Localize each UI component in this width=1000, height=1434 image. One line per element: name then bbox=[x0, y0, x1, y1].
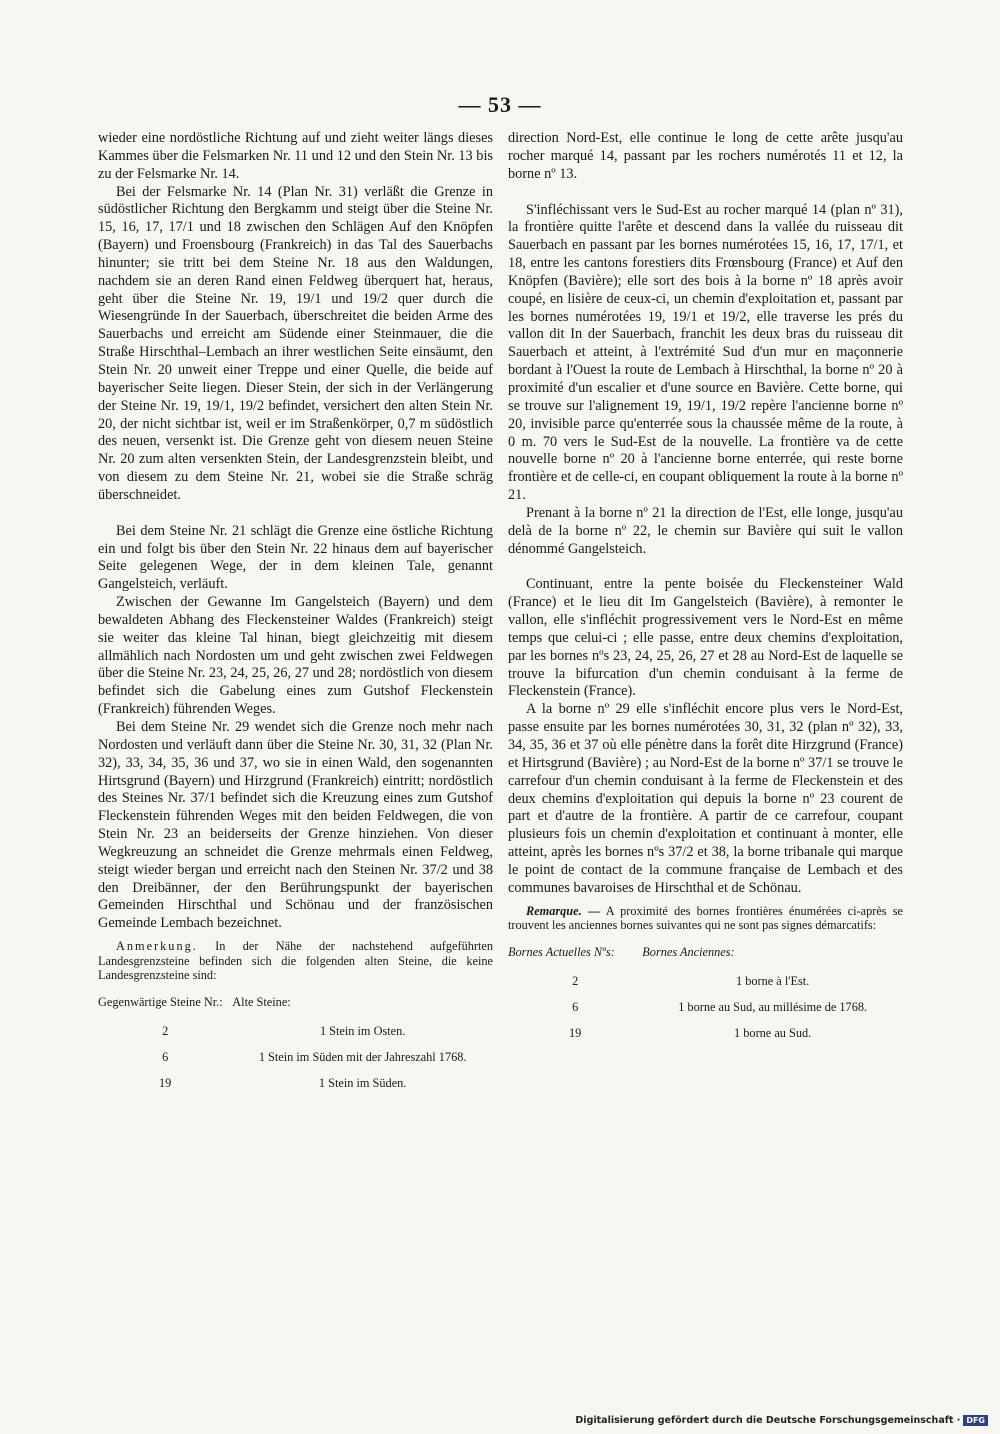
french-stone-table bbox=[508, 945, 903, 1049]
french-remark bbox=[508, 904, 903, 933]
german-note-text: In der Nähe der nachstehend aufgeführten Landesgrenzsteine befinden sich die folgenden alten Steine, die keine Landesgrenzsteine sind: bbox=[98, 939, 494, 983]
french-column bbox=[508, 130, 903, 1049]
table-cell: 1 Stein im Süden mit der Jahreszahl 1768. bbox=[258, 1049, 467, 1064]
table-header: Bornes Anciennes: bbox=[642, 944, 735, 959]
french-remark-label: Remarque. — bbox=[526, 903, 601, 918]
table-row bbox=[508, 971, 903, 997]
table-cell: 1 borne au Sud, au millésime de 1768. bbox=[678, 999, 868, 1014]
table-cell: 1 Stein im Süden. bbox=[318, 1075, 407, 1090]
french-paragraph: direction Nord-Est, elle continue le long de cette arête jusqu'au rocher marqué 14, passant par les rochers numérotés 11 et 12, la borne nº 13. bbox=[508, 130, 903, 182]
table-cell: 6 bbox=[162, 1049, 169, 1064]
french-paragraph: S'infléchissant vers le Sud-Est au rocher marqué 14 (plan nº 31), la frontière quitte l'arête et descend dans la vallée du ruisseau dit Sauerbach en passant par les bornes numérotées 15, 16, 17, 17/1, et 18, entre les cantons forestiers dits Frœnsbourg (France) et Auf den Knöpfen (Bavière); elle sort des bois à la borne nº 18 après avoir coupé, en lisière de ceux-ci, un chemin d'exploitation et, passant par les bornes numérotées 19, 19/1 et 19/2, elle traverse les prés du vallon dit In der Sauerbach, franchit les deux bras du ruisseau dit Sauerbach et atteint, à l'extrémité Sud d'un mur en maçonnerie bordant à l'Ouest la route de Lembach à Hirschthal, la borne nº 20 à proximité d'un escalier et d'une source en Bavière. Cette borne, qui se trouve sur l'alignement 19, 19/1, 19/2 repère l'ancienne borne nº 20, invisible parce qu'enterrée sous la chaussée même de la route, à 0 m. 70 vers le Sud-Est de la nouvelle. La frontière va de cette nouvelle borne nº 20 à l'ancienne borne enterrée, qui reste borne frontière et de celle-ci, en coupant obliquement la route à la borne nº 21. bbox=[508, 201, 903, 504]
table-row bbox=[98, 1047, 493, 1073]
german-column bbox=[98, 130, 493, 1099]
digitization-footer bbox=[575, 1415, 988, 1426]
table-cell: 1 Stein im Osten. bbox=[319, 1023, 406, 1038]
table-header: Gegenwärtige Steine Nr.: bbox=[98, 994, 223, 1009]
table-cell: 19 bbox=[569, 1025, 582, 1040]
table-cell: 19 bbox=[159, 1075, 172, 1090]
french-paragraph: Prenant à la borne nº 21 la direction de l'Est, elle longe, jusqu'au delà de la borne nº 22, le chemin sur Bavière qui suit le vallon dénommé Gangelsteich. bbox=[508, 504, 903, 557]
german-paragraph: Bei dem Steine Nr. 29 wendet sich die Grenze noch mehr nach Nordosten und verläuft dann über die Steine Nr. 30, 31, 32 (Plan Nr. 32), 33, 34, 35, 36 und 37, wo sie in einen Wald, den sogenannten Hirtsgrund (Bayern) und Hirzgrund (Frankreich) eintritt; nordöstlich des Steines Nr. 37/1 befindet sich die Kreuzung eines zum Gutshof Fleckenstein führenden Weges mit den beiden Feldwegen, die von Stein Nr. 23 an beiderseits der Grenze hinziehen. Von dieser Wegkreuzung an schneidet die Grenze mehrmals einen Feldweg, steigt wieder bergan und erreicht nach den Steinen Nr. 37/2 und 38 den Dreibänner, der den Berührungspunkt der bayerischen Gemeinden Hirschthal und Schönau und der französischen Gemeinde Lembach bezeichnet. bbox=[98, 719, 493, 932]
german-stone-table bbox=[98, 995, 493, 1099]
french-paragraph: A la borne nº 29 elle s'infléchit encore plus vers le Nord-Est, passe ensuite par les bornes numérotées 30, 31, 32 (plan nº 32), 33, 34, 35, 36 et 37 où elle pénètre dans la forêt dite Hirzgrund (France) et Hirtsgrund (Bavière) ; au Nord-Est de la borne nº 37/1 se trouve le carrefour d'un chemin conduisant à la ferme de Fleckenstein et des deux chemins d'exploitation qui depuis la borne nº 23 courent de part et d'autre de la frontière. A partir de ce carrefour, coupant plusieurs fois un chemin d'exploitation et continuant à monter, elle atteint, après les bornes nºs 37/2 et 38, la borne tribanale qui marque le point de contact de la commune française de Lembach et des communes bavaroises de Hirschthal et de Schönau. bbox=[508, 701, 903, 896]
german-paragraph: Zwischen der Gewanne Im Gangelsteich (Bayern) und dem bewaldeten Abhang des Fleckensteiner Waldes (Frankreich) steigt sie weiter das kleine Tal hinan, biegt gleichzeitig mit diesem allmählich nach Nordosten um und geht zwischen zwei Feldwegen über die Steine Nr. 23, 24, 25, 26, 27 und 28; nordöstlich von diesem befindet sich die Gabelung eines zum Gutshof Fleckenstein (Frankreich) führenden Weges. bbox=[98, 594, 493, 718]
table-cell: 1 borne à l'Est. bbox=[736, 973, 810, 988]
page-number: — 53 — bbox=[458, 92, 542, 117]
table-cell: 1 borne au Sud. bbox=[734, 1025, 812, 1040]
german-note bbox=[98, 939, 493, 983]
table-header: Alte Steine: bbox=[232, 994, 291, 1009]
table-row bbox=[98, 1021, 493, 1047]
footer-text: Digitalisierung gefördert durch die Deutsche Forschungsgemeinschaft · bbox=[575, 1415, 961, 1426]
french-paragraph: Continuant, entre la pente boisée du Fleckensteiner Wald (France) et le lieu dit Im Gangelsteich (Bavière), à remonter le vallon, elle s'infléchit progressivement vers le Nord-Est en même temps que celui-ci ; elle passe, entre deux chemins d'exploitation, par les bornes nºs 23, 24, 25, 26, 27 et 28 au Nord-Est de laquelle se trouve la bifurcation d'un chemin conduisant à la ferme de Fleckenstein (France). bbox=[508, 576, 903, 700]
table-header: Bornes Actuelles Nºs: bbox=[508, 944, 615, 959]
french-remark-text: A proximité des bornes frontières énumérées ci-après se trouvent les anciennes bornes suivantes qui ne sont pas signes démarcatifs: bbox=[508, 903, 903, 933]
table-cell: 2 bbox=[162, 1023, 169, 1038]
table-header-row bbox=[98, 995, 493, 1021]
table-cell: 2 bbox=[572, 973, 579, 988]
table-row bbox=[508, 1023, 903, 1049]
table-cell: 6 bbox=[572, 999, 579, 1014]
german-paragraph: Bei der Felsmarke Nr. 14 (Plan Nr. 31) verläßt die Grenze in südöstlicher Richtung den Bergkamm und steigt über die Steine Nr. 15, 16, 17, 17/1 und 18 zwischen den Schlägen Auf den Knöpfen (Bayern) und Froensbourg (Frankreich) in das Tal des Sauerbachs hinunter; sie tritt bei dem Steine Nr. 18 aus den Waldungen, nachdem sie an deren Rand einen Feldweg überquert hat, heraus, geht über die Steine Nr. 19, 19/1 und 19/2 quer durch die Wiesengründe In der Sauerbach, überschreitet die beiden Arme des Sauerbachs und erreicht am Südende einer Steinmauer, die die Straße Hirschthal–Lembach an ihrer westlichen Seite einsäumt, den Stein Nr. 20 unweit einer Treppe und einer Quelle, die beide auf bayerischer Seite liegen. Dieser Stein, der sich in der Verlängerung der Steine Nr. 19, 19/1, 19/2 befindet, versichert den alten Stein Nr. 20, der nicht sichtbar ist, weil er im Straßenkörper, 0,7 m südöstlich des neuen, versenkt ist. Die Grenze geht von diesem neuen Steine Nr. 20 zum alten versenkten Stein, der Landesgrenzstein bleibt, und von diesem zu dem Steine Nr. 21, wobei sie die Straße schräg überschneidet. bbox=[98, 183, 493, 503]
dfg-logo-icon: DFG bbox=[963, 1415, 988, 1426]
table-header-row bbox=[508, 945, 903, 971]
german-note-label: Anmerkung. bbox=[116, 939, 198, 954]
table-row bbox=[508, 997, 903, 1023]
german-paragraph: Bei dem Steine Nr. 21 schlägt die Grenze eine östliche Richtung ein und folgt bis über den Stein Nr. 22 hinaus dem auf bayerischer Seite gelegenen Wege, der in dem kleinen Tale, genannt Gangelsteich, verläuft. bbox=[98, 522, 493, 593]
table-row bbox=[98, 1073, 493, 1099]
german-paragraph: wieder eine nordöstliche Richtung auf und zieht weiter längs dieses Kammes über die Felsmarken Nr. 11 und 12 und den Stein Nr. 13 bis zu der Felsmarke Nr. 14. bbox=[98, 130, 493, 182]
